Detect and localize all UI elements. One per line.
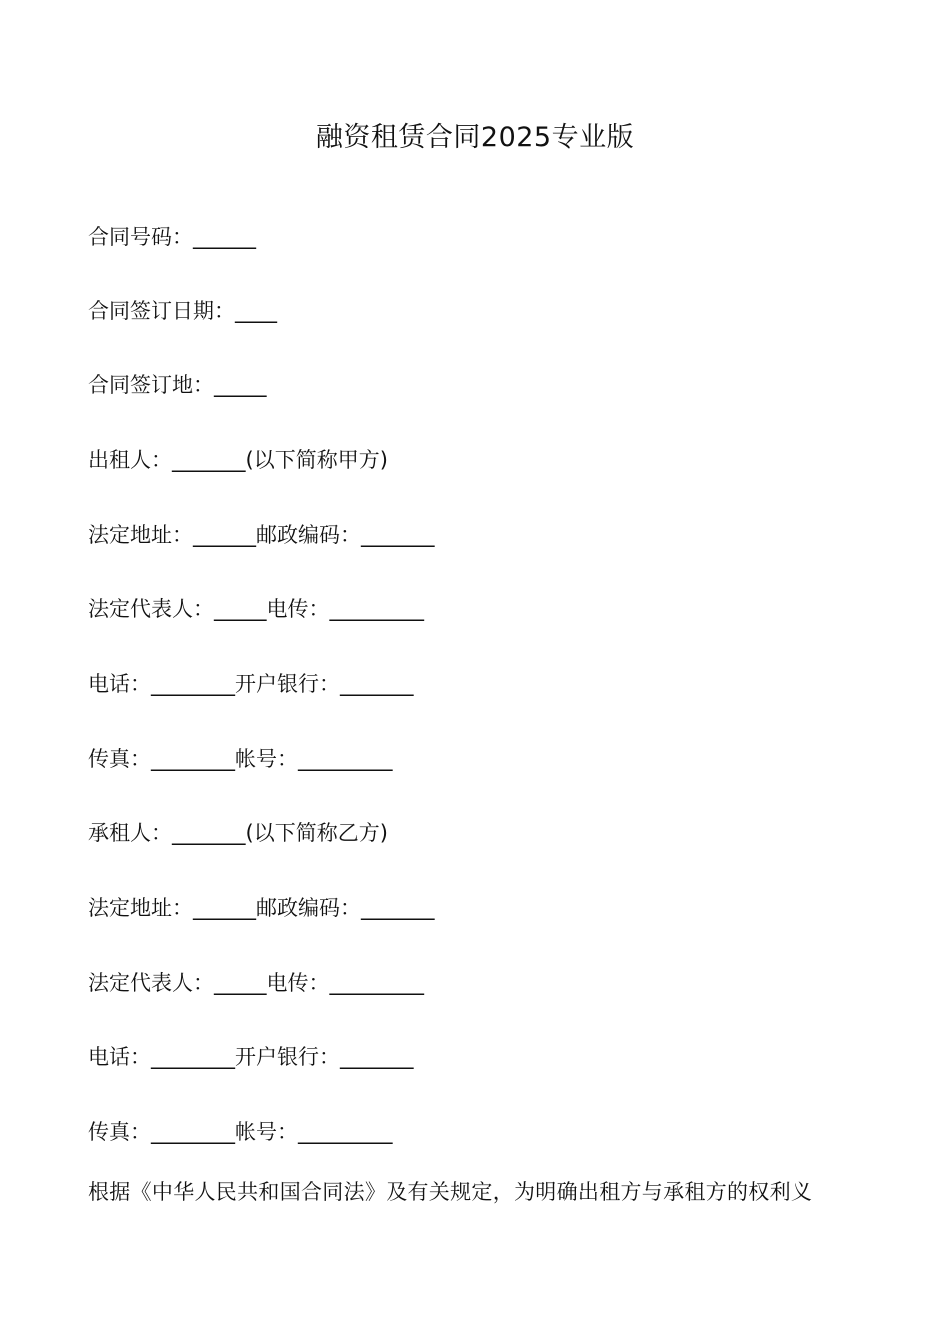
lessee-fax-line: 传真：________帐号：_________ (88, 1120, 393, 1144)
lessee-line: 承租人：_______(以下简称乙方) (88, 821, 388, 845)
lessee-address-line: 法定地址：______邮政编码：_______ (88, 896, 435, 920)
signing-date-line: 合同签订日期：____ (88, 299, 277, 323)
contract-number-line: 合同号码：______ (88, 225, 256, 249)
signing-place-line: 合同签订地：_____ (88, 373, 267, 397)
lessor-phone-line: 电话：________开户银行：_______ (88, 672, 414, 696)
lessor-address-line: 法定地址：______邮政编码：_______ (88, 523, 435, 547)
lessor-line: 出租人：_______(以下简称甲方) (88, 448, 388, 472)
lessee-representative-line: 法定代表人：_____电传：_________ (88, 971, 424, 995)
lessor-representative-line: 法定代表人：_____电传：_________ (88, 597, 424, 621)
document-title: 融资租赁合同2025专业版 (315, 122, 635, 153)
lessee-phone-line: 电话：________开户银行：_______ (88, 1045, 414, 1069)
lessor-fax-line: 传真：________帐号：_________ (88, 747, 393, 771)
intro-paragraph: 根据《中华人民共和国合同法》及有关规定，为明确出租方与承租方的权利义 (88, 1180, 813, 1204)
